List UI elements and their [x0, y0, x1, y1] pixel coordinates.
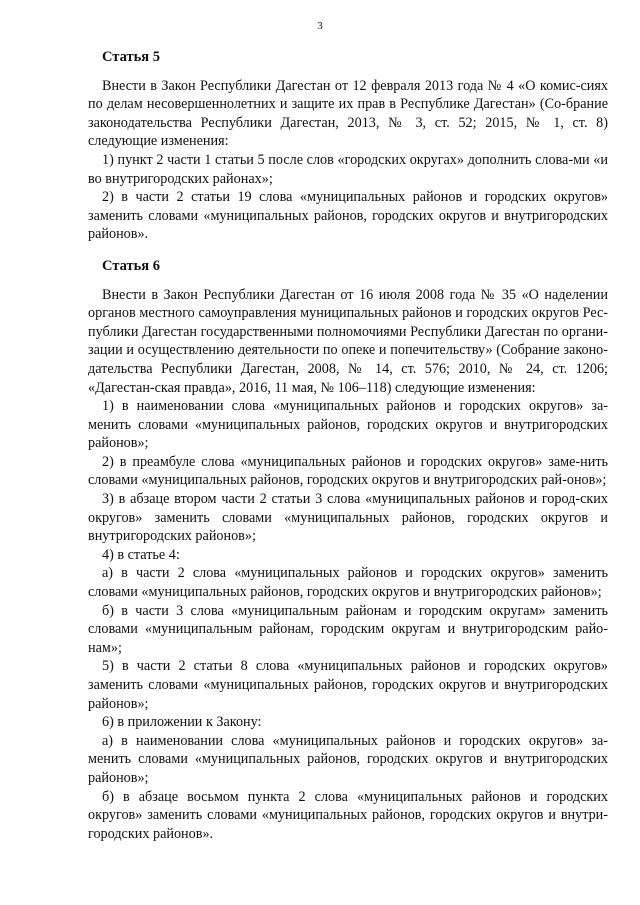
article-6-item-6a: а) в наименовании слова «муниципальных районов и городских округов» за-менить словами «муниципальных районов, городских округов и внутригородских районов»; [88, 732, 608, 786]
article-6-heading: Статья 6 [102, 257, 160, 274]
document-body [88, 48, 608, 843]
article-6-item-1: 1) в наименовании слова «муниципальных районов и городских округов» за-менить словами «муниципальных районов, городских округов и внутригородских районов»; [88, 398, 608, 452]
article-6-item-6: 6) в приложении к Закону: [102, 714, 262, 731]
article-6-item-5: 5) в части 2 статьи 8 слова «муниципальных районов и городских округов» заменить словами «муниципальных районов, городских округов и внутригородских районов»; [88, 658, 608, 712]
article-6-intro: Внести в Закон Республики Дагестан от 16 июля 2008 года № 35 «О наделении органов местного самоуправления муниципальных районов и городских округов Рес-публики Дагестан государственными полномочиями Республики Дагестан по органи-зации и осуществлению деятельности по опеке и попечительству» (Собрание законо-дательства Республики Дагестан, 2008, № 14, ст. 576; 2010, № 24, ст. 1206; «Дагестан-ская правда», 2016, 11 мая, № 106–118) следующие изменения: [88, 286, 608, 396]
article-6-item-6b: б) в абзаце восьмом пункта 2 слова «муниципальных районов и городских округов» заменить словами «муниципальных районов, городских округов и внутри-городских районов». [88, 788, 608, 842]
article-6-item-4a: а) в части 2 слова «муниципальных районов и городских округов» заменить словами «муниципальных районов, городских округов и внутригородских районов»; [88, 565, 608, 601]
article-6-item-4: 4) в статье 4: [102, 546, 180, 563]
article-6-item-2: 2) в преамбуле слова «муниципальных районов и городских округов» заме-нить словами «муниципальных районов, городских округов и внутригородских рай-онов»; [88, 453, 608, 489]
article-6-item-4b: б) в части 3 слова «муниципальным районам и городским округам» заменить словами «муниципальным районам, городским округам и внутригородским райо-нам»; [88, 602, 608, 656]
article-5-intro: Внести в Закон Республики Дагестан от 12 февраля 2013 года № 4 «О комис-сиях по делам несовершеннолетних и защите их прав в Республике Дагестан» (Со-брание законодательства Республики Дагестан, 2013, № 3, ст. 52; 2015, № 1, ст. 8) следующие изменения: [88, 77, 608, 150]
page-number: 3 [317, 20, 323, 32]
article-5-heading: Статья 5 [102, 49, 160, 65]
article-5-item-1: 1) пункт 2 части 1 статьи 5 после слов «городских округах» дополнить слова-ми «и во внутригородских районах»; [88, 151, 608, 187]
article-6-item-3: 3) в абзаце втором части 2 статьи 3 слова «муниципальных районов и город-ских округов» заменить словами «муниципальных районов, городских округов и внутригородских районов»; [88, 491, 608, 545]
article-5-item-2: 2) в части 2 статьи 19 слова «муниципальных районов и городских округов» заменить словами «муниципальных районов, городских округов и внутригородских районов». [88, 189, 608, 243]
